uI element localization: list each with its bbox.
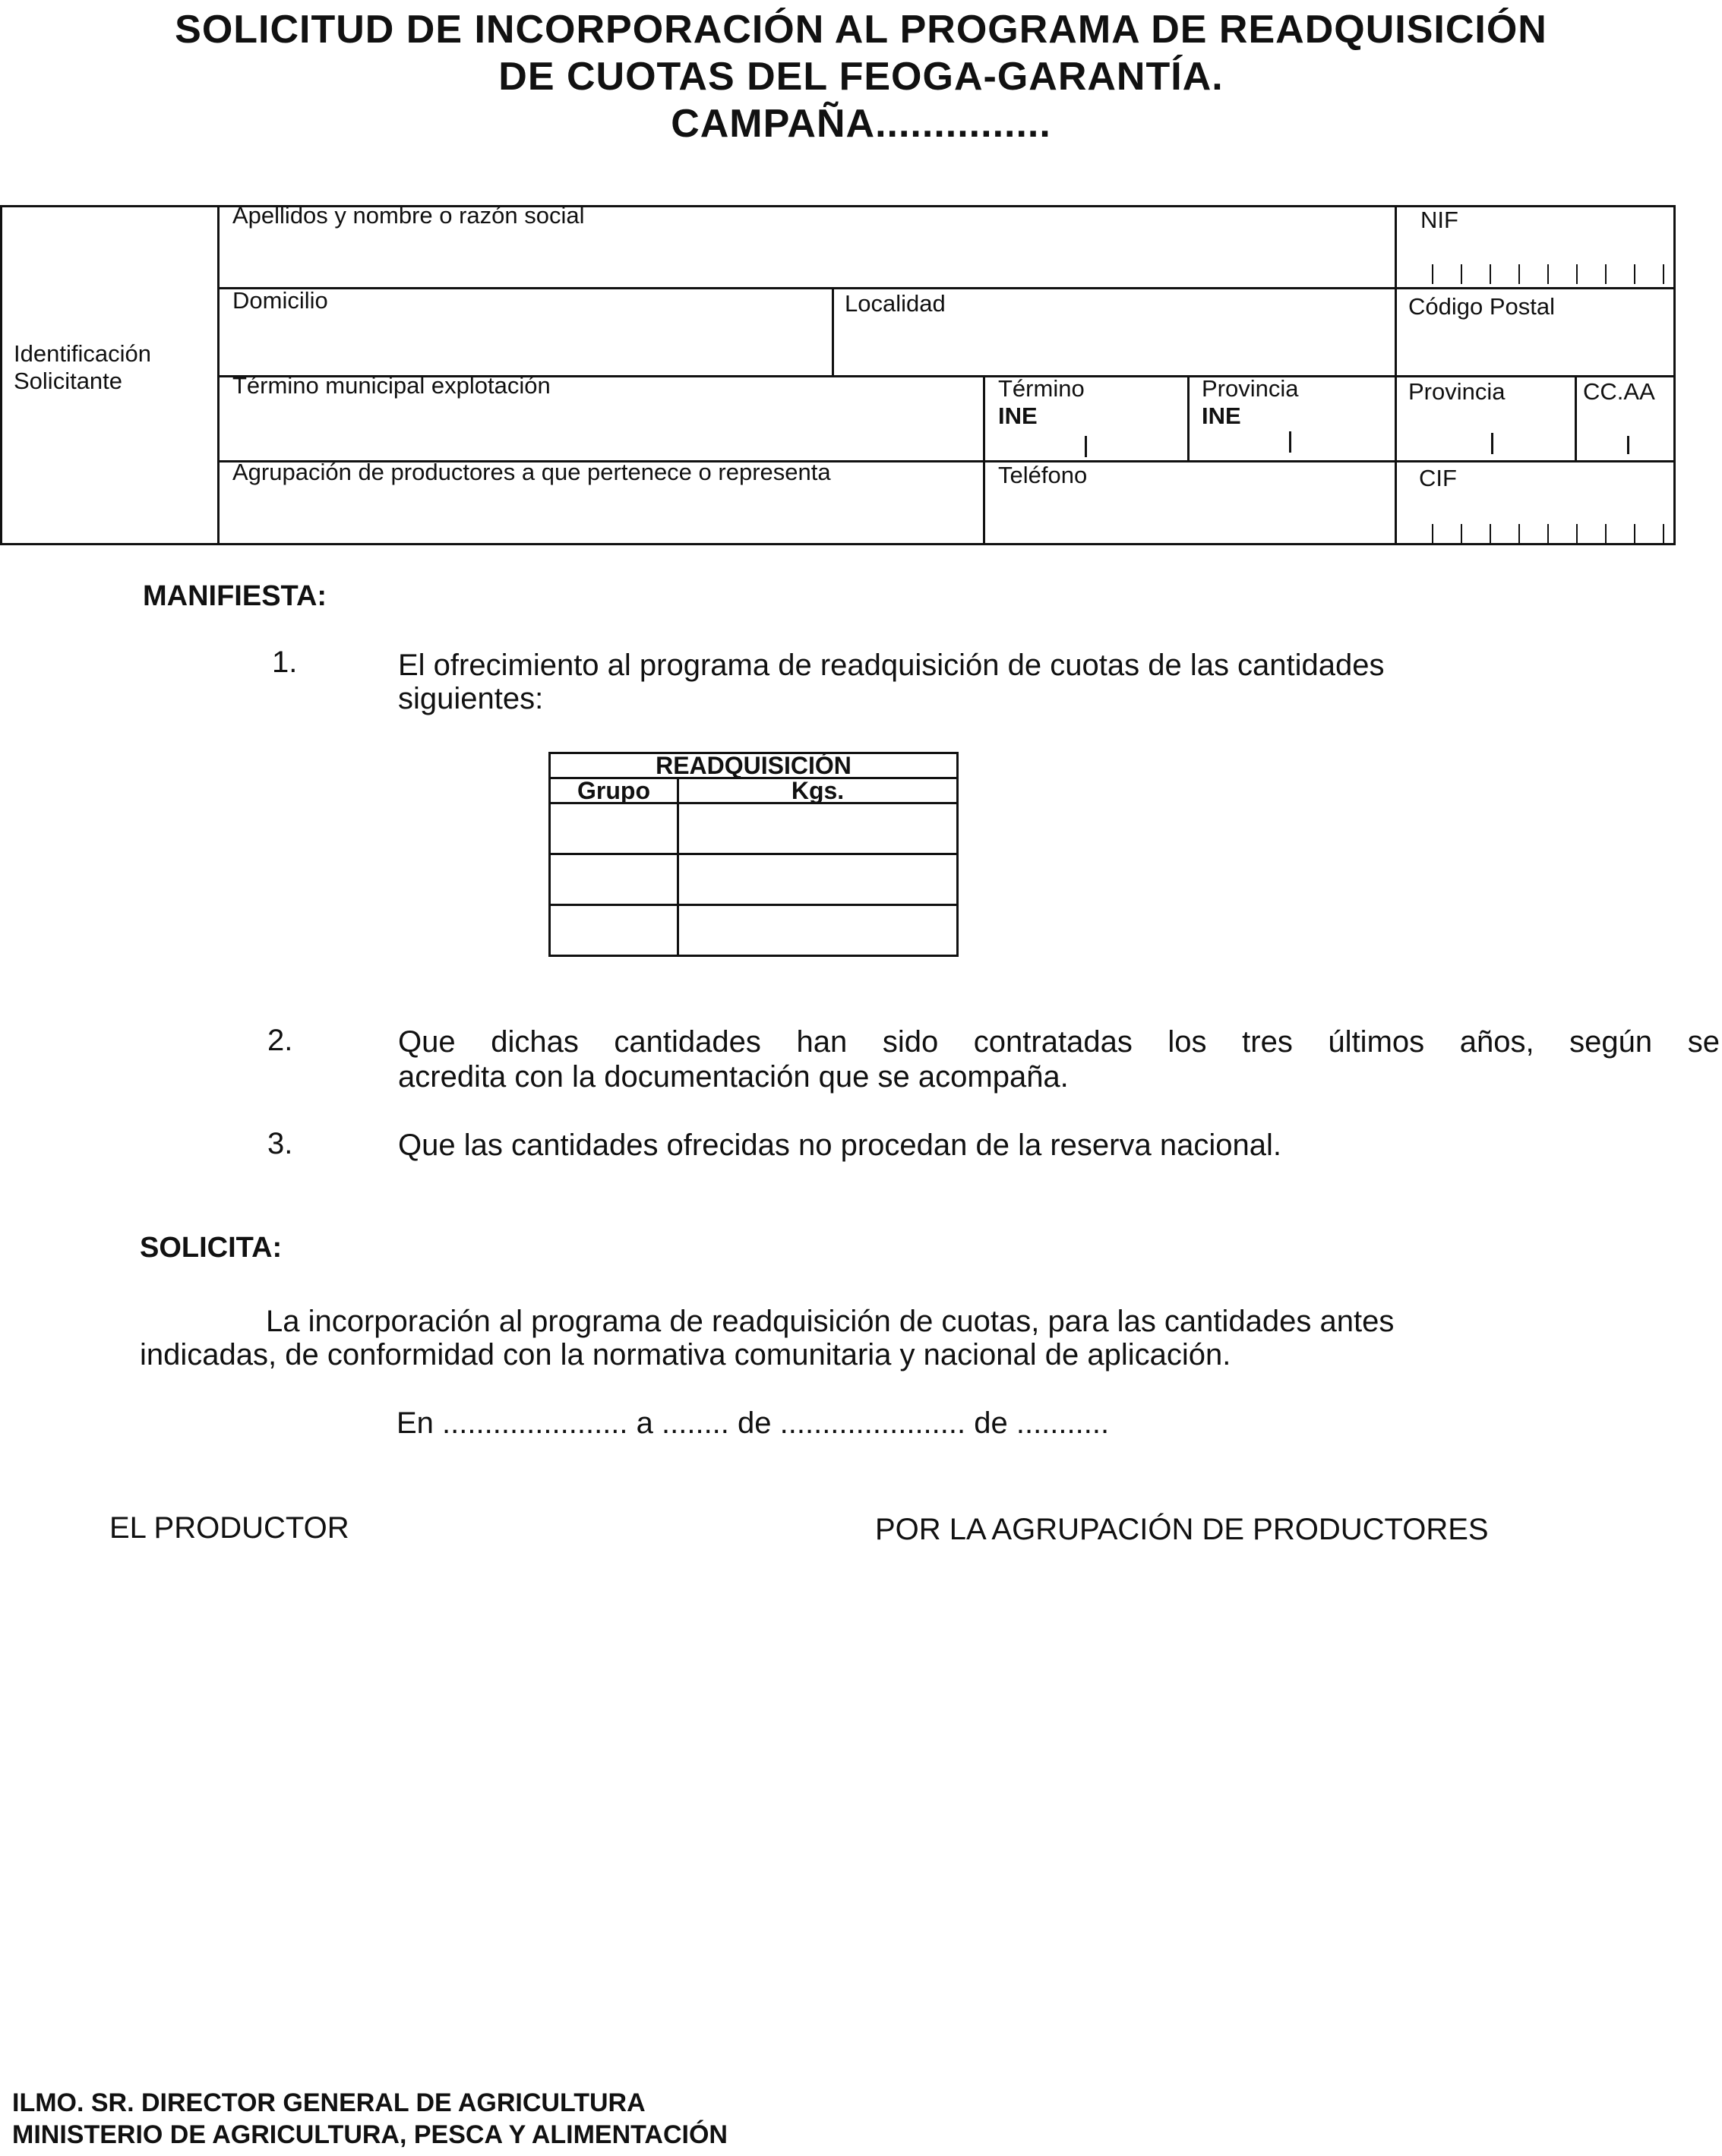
termino-ine-tick [1085, 436, 1087, 457]
item-1-line-1: El ofrecimiento al programa de readquisición de cuotas de las cantidades [398, 649, 1385, 682]
title-line-2: DE CUOTAS DEL FEOGA-GARANTÍA. [498, 55, 1224, 99]
provincia-tick [1491, 433, 1493, 454]
ccaa-tick [1627, 436, 1629, 454]
telefono-field-label[interactable]: Teléfono [998, 462, 1088, 488]
table-row [550, 803, 958, 854]
item-3-number: 3. [267, 1127, 293, 1160]
solicita-heading: SOLICITA: [140, 1232, 283, 1264]
ccaa-field-label[interactable]: CC.AA [1583, 378, 1655, 405]
kgs-column-header: Kgs. [678, 778, 958, 803]
item-2-line-1: Que dichas cantidades han sido contratadas los tres últimos años, según se [398, 1025, 1720, 1059]
readquisicion-table [548, 752, 959, 957]
item-3-text: Que las cantidades ofrecidas no procedan de la reserva nacional. [398, 1129, 1281, 1162]
grupo-cell[interactable] [550, 905, 678, 956]
kgs-cell[interactable] [678, 803, 958, 854]
item-1-line-2: siguientes: [398, 682, 544, 715]
name-field-label[interactable]: Apellidos y nombre o razón social [232, 202, 585, 229]
localidad-field-label[interactable]: Localidad [845, 290, 946, 317]
form-divider [217, 287, 1676, 289]
date-line: En ...................... a ........ de ...................... de ........... [397, 1406, 1110, 1440]
readquisicion-table-header: READQUISICIÓN [550, 753, 958, 778]
item-2-line-2: acredita con la documentación que se acompaña. [398, 1060, 1069, 1094]
identificacion-label: Identificación [14, 340, 151, 367]
provincia-ine-sub-label: INE [1202, 402, 1241, 429]
grupo-cell[interactable] [550, 803, 678, 854]
form-divider [1187, 375, 1190, 460]
title-line-3: CAMPAÑA............... [671, 102, 1051, 146]
provincia-ine-tick [1289, 431, 1291, 453]
form-divider [1575, 375, 1577, 460]
kgs-cell[interactable] [678, 854, 958, 905]
provincia-field-label[interactable]: Provincia [1408, 378, 1506, 405]
agrupacion-field-label[interactable]: Agrupación de productores a que pertenece o representa [232, 459, 831, 485]
solicita-line-1: La incorporación al programa de readquisición de cuotas, para las cantidades antes [266, 1305, 1395, 1338]
provincia-ine-label[interactable]: Provincia [1202, 375, 1299, 402]
item-1-number: 1. [272, 646, 298, 679]
termino-field-label[interactable]: Término municipal explotación [232, 372, 551, 399]
manifiesta-heading: MANIFIESTA: [143, 580, 327, 612]
group-signature-label: POR LA AGRUPACIÓN DE PRODUCTORES [875, 1513, 1489, 1546]
table-row [550, 905, 958, 956]
grupo-cell[interactable] [550, 854, 678, 905]
nif-digit-boxes[interactable] [1432, 264, 1692, 284]
postal-field-label[interactable]: Código Postal [1408, 293, 1556, 320]
form-divider [832, 287, 834, 375]
cif-digit-boxes[interactable] [1432, 524, 1692, 544]
addressee-line-1: ILMO. SR. DIRECTOR GENERAL DE AGRICULTURA [12, 2088, 646, 2117]
item-2-number: 2. [267, 1024, 293, 1057]
domicilio-field-label[interactable]: Domicilio [232, 287, 328, 314]
addressee-line-2: MINISTERIO DE AGRICULTURA, PESCA Y ALIMENTACIÓN [12, 2120, 728, 2149]
solicita-line-2: indicadas, de conformidad con la normativa comunitaria y nacional de aplicación. [140, 1338, 1231, 1372]
termino-ine-sub-label: INE [998, 402, 1038, 429]
title-line-1: SOLICITUD DE INCORPORACIÓN AL PROGRAMA DE READQUISICIÓN [175, 8, 1547, 52]
kgs-cell[interactable] [678, 905, 958, 956]
nif-field-label[interactable]: NIF [1420, 207, 1458, 233]
termino-ine-label[interactable]: Término [998, 375, 1085, 402]
grupo-column-header: Grupo [550, 778, 678, 803]
solicitante-label: Solicitante [14, 368, 123, 394]
table-row [550, 854, 958, 905]
cif-field-label[interactable]: CIF [1419, 465, 1457, 491]
producer-signature-label: EL PRODUCTOR [109, 1511, 349, 1545]
